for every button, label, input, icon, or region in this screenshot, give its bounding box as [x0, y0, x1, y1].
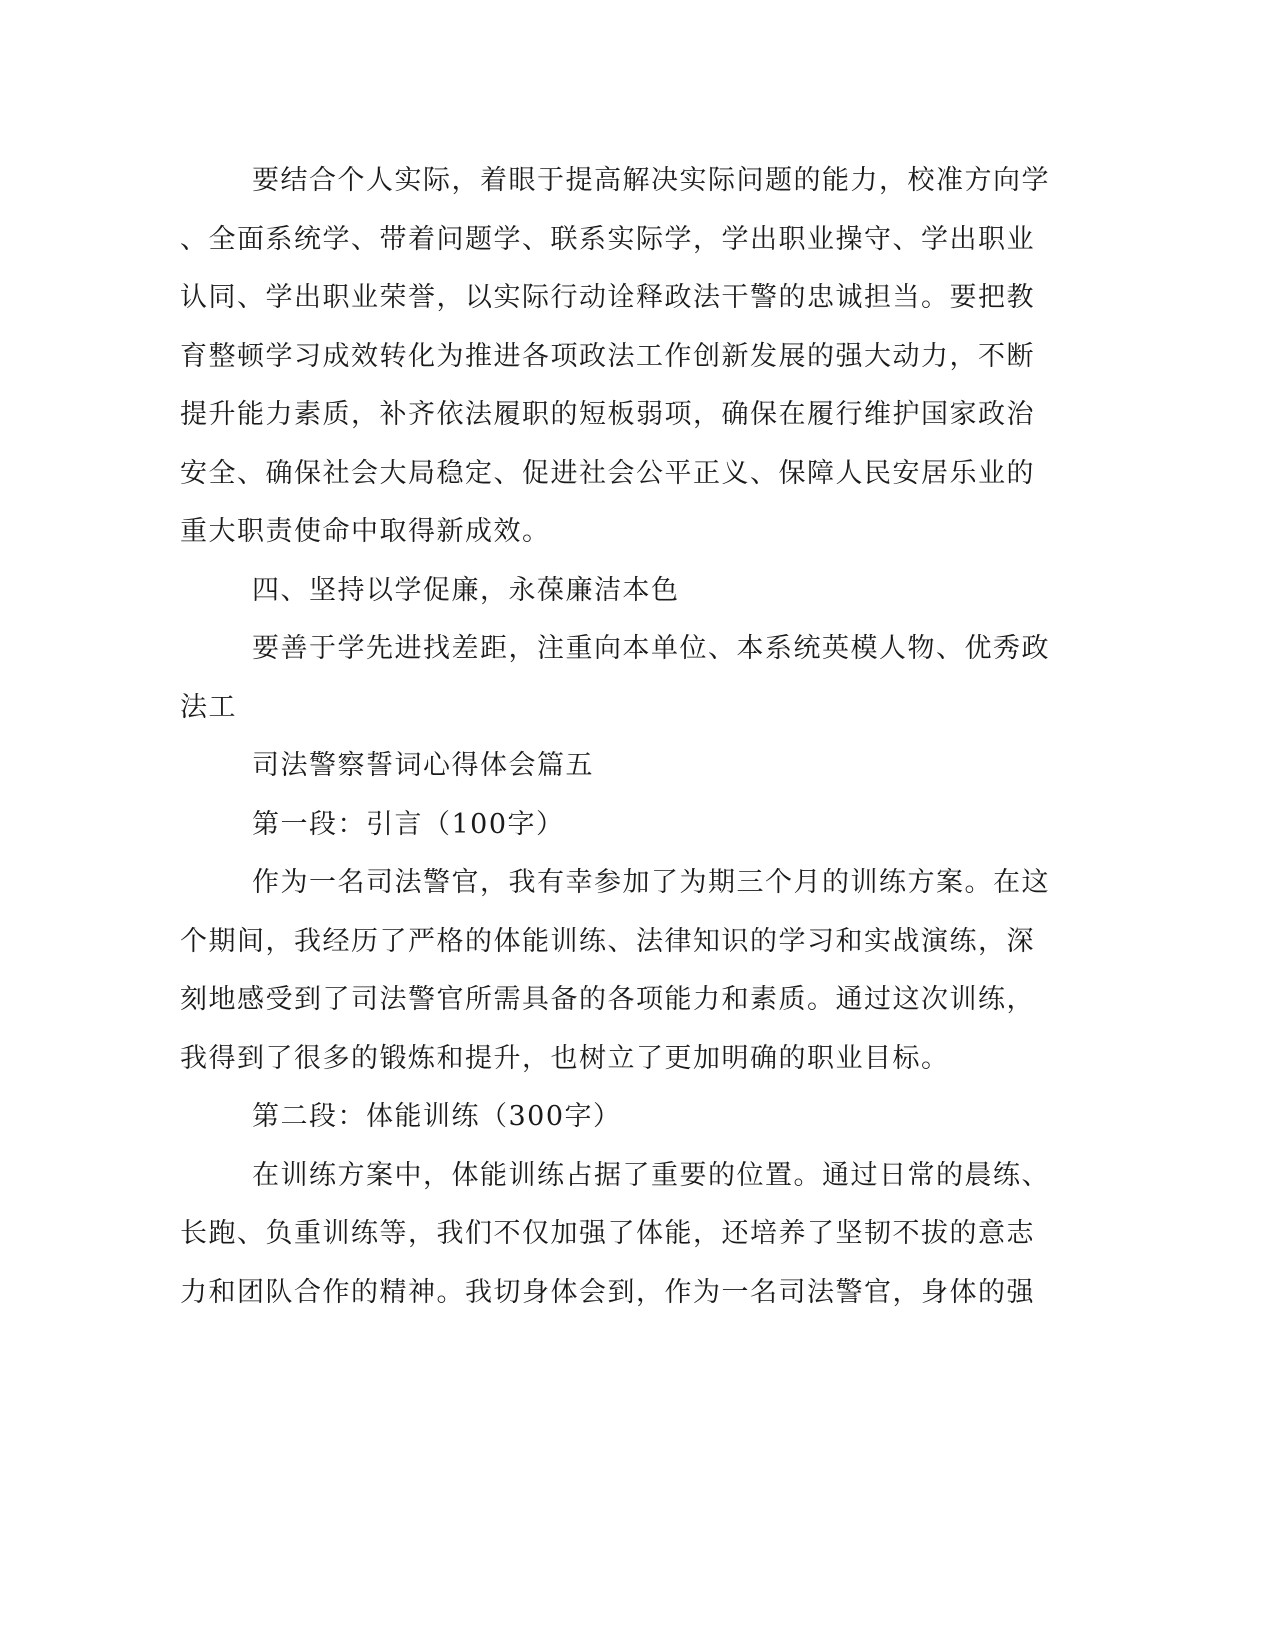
paragraph-line: 长跑、负重训练等，我们不仅加强了体能，还培养了坚韧不拔的意志 [180, 1218, 1035, 1249]
section-heading: 第二段：体能训练（300字） [252, 1101, 622, 1132]
section-heading: 第一段：引言（100字） [252, 808, 565, 840]
section-heading: 四、坚持以学促廉，永葆廉洁本色 [252, 574, 680, 606]
paragraph-line: 、全面系统学、带着问题学、联系实际学，学出职业操守、学出职业 [180, 223, 1035, 255]
paragraph-line: 育整顿学习成效转化为推进各项政法工作创新发展的强大动力，不断 [180, 340, 1035, 372]
paragraph-line: 作为一名司法警官，我有幸参加了为期三个月的训练方案。在这 [252, 867, 1050, 898]
paragraph-line: 安全、确保社会大局稳定、促进社会公平正义、保障人民安居乐业的 [180, 457, 1035, 489]
paragraph-line: 提升能力素质，补齐依法履职的短板弱项，确保在履行维护国家政治 [180, 399, 1035, 430]
paragraph-line: 重大职责使命中取得新成效。 [180, 516, 551, 547]
article-title: 司法警察誓词心得体会篇五 [252, 750, 594, 781]
paragraph-line: 力和团队合作的精神。我切身体会到，作为一名司法警官，身体的强 [180, 1276, 1035, 1308]
paragraph-line: 我得到了很多的锻炼和提升，也树立了更加明确的职业目标。 [180, 1042, 950, 1074]
paragraph-line: 在训练方案中，体能训练占据了重要的位置。通过日常的晨练、 [252, 1159, 1050, 1191]
paragraph-line: 认同、学出职业荣誉，以实际行动诠释政法干警的忠诚担当。要把教 [180, 282, 1035, 313]
paragraph-line: 要结合个人实际，着眼于提高解决实际问题的能力，校准方向学 [252, 165, 1050, 196]
document-body [180, 152, 1050, 1322]
paragraph-line: 法工 [180, 691, 237, 723]
paragraph-line: 要善于学先进找差距，注重向本单位、本系统英模人物、优秀政 [252, 633, 1050, 664]
paragraph-line: 个期间，我经历了严格的体能训练、法律知识的学习和实战演练，深 [180, 925, 1035, 957]
paragraph-line: 刻地感受到了司法警官所需具备的各项能力和素质。通过这次训练， [180, 984, 1035, 1015]
